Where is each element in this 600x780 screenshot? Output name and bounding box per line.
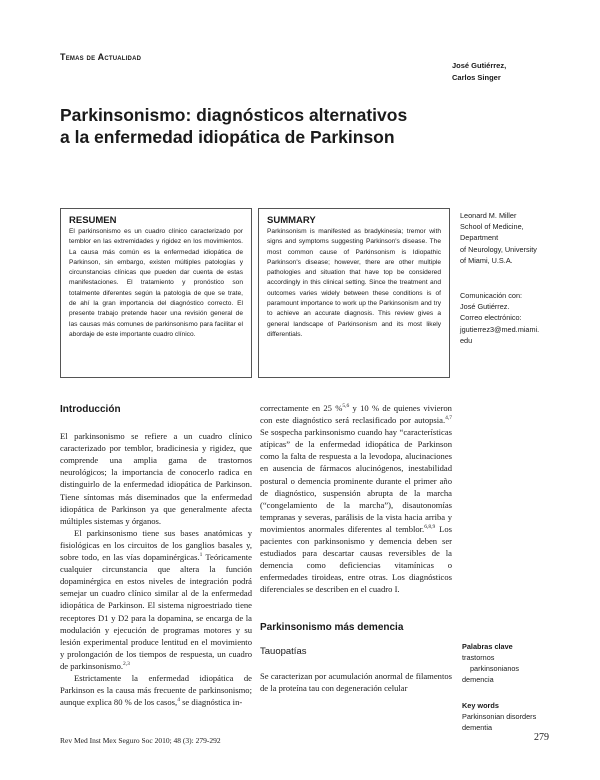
right-column xyxy=(260,402,452,694)
email-link-end[interactable]: edu xyxy=(460,335,473,345)
summary-box xyxy=(258,208,450,378)
keywords-es xyxy=(462,641,582,685)
affiliation-line: Department xyxy=(460,233,499,243)
intro-paragraph-3: Estrictamente la enfermedad idiopática de Parkinson es la causa más frecuente de parkinsonismo; aunque explica 80 % de los casos,$^4$ se diagnóstica in- xyxy=(60,672,252,708)
keywords-en xyxy=(462,700,582,733)
intro-paragraph-1: El parkinsonismo se refiere a un cuadro clínico caracterizado por temblor, bradicinesia y rigidez, que comprende una amplia gama de trastornos neurológicos; la importancia de conocerlo radica en distinguirlo de la enfermedad idiopática de Parkinson. Tiene síntomas más diseminados que la enfermedad idiopática de Parkinson ya que generalmente afecta múltiples sistemas y órganos. xyxy=(60,431,252,526)
correspondence-line: Correo electrónico: xyxy=(460,313,522,323)
email-link[interactable]: jgutierrez3@med.miami. xyxy=(460,324,540,334)
correspondence xyxy=(460,290,580,346)
body-paragraph: correctamente en 25 %$^{5,6}$ y 10 % de quienes vivieron con este diagnóstico será reclasificado por autopsia.$^{4,7}$ Se sospecha parkinsonismo cuando hay “características atípicas” de la enfermedad idiopática de Parkinson como la falta de respuesta a la levodopa, alucinaciones en ausencia de fármacos alucinógenos, inestabilidad postural o demencia prominente durante el primer año de diagnóstico, suspensión abrupta de la marcha (“congelamiento de la marcha”), disautonomías tempranas y severas, parálisis de la vista hacia arriba y movimientos anormales diferentes al temblor.$^{6,8,9}$ Los pacientes con parkinsonismo y demencia deben ser estudiados para descartar causas reversibles de la demencia como deficiencias vitamínicas o enfermedades tiroideas, entre otras. Los diagnósticos diferenciales se describen en el cuadro I. xyxy=(260,403,452,595)
authors xyxy=(452,60,506,84)
title-line-1: Parkinsonismo: diagnósticos alternativos xyxy=(60,105,408,125)
affiliation-line: School of Medicine, xyxy=(460,222,524,232)
citation-footer: Rev Med Inst Mex Seguro Soc 2010; 48 (3): 279-292 xyxy=(60,736,221,745)
tauopathies-subheading: Tauopatías xyxy=(260,645,307,657)
tauopathies-paragraph: Se caracterizan por acumulación anormal de filamentos de la proteína tau con degeneración celular xyxy=(260,670,452,693)
title-line-2: a la enfermedad idiopática de Parkinson xyxy=(60,127,395,147)
resumen-heading: RESUMEN xyxy=(69,215,117,226)
dementia-heading: Parkinsonismo más demencia xyxy=(260,621,404,633)
page-number: 279 xyxy=(534,732,549,743)
correspondence-line: Comunicación con: xyxy=(460,291,523,300)
summary-text: Parkinsonism is manifested as bradykinesia; tremor with signs and symptoms suggesting Parkinson's disease. The most common cause of Parkinsonism is Idiopathic Parkinson's disease; however, there are other multiple pathologies and situation that have top be considered accordingly in this clinical setting. Since the treatment and outcomes varies widely between these conditions is of paramount importance to work up the Parkinsonism and try to achieve an accurate diagnosis. This review gives a general landscape of Parkinsonism and its most likely differentials. xyxy=(267,228,441,338)
affiliation xyxy=(460,210,580,266)
correspondence-line: José Gutiérrez. xyxy=(460,302,510,312)
keyword: parkinsonianos xyxy=(470,664,520,673)
keyword: demencia xyxy=(462,675,494,684)
resumen-text: El parkinsonismo es un cuadro clínico caracterizado por temblor en las extremidades y rigidez en los movimientos. La causa más común es la enfermedad idiopática de Parkinson, sin embargo, existen múltiples patologías y circunstancias clínicas que pueden dar cuenta de estas manifestaciones. El tratamiento y pronóstico son totalmente diferentes según la patología de que se trate, de ahí la gran importancia del diagnóstico correcto. El presente trabajo pretende hacer una revisión general de las causas más comunes de parkinsonismo para facilitar el abordaje de este importante cuadro clínico. xyxy=(69,228,243,338)
author-1: José Gutiérrez, xyxy=(452,61,507,70)
section-label: Temas de Actualidad xyxy=(60,52,142,62)
keywords-en-heading: Key words xyxy=(462,701,499,710)
keywords-es-heading: Palabras clave xyxy=(462,642,513,651)
keyword: trastornos xyxy=(462,653,495,662)
affiliation-line: of Neurology, University xyxy=(460,244,537,254)
summary-heading: SUMMARY xyxy=(267,215,316,226)
intro-heading: Introducción xyxy=(60,404,121,415)
keyword: dementia xyxy=(462,723,493,732)
intro-paragraph-2: El parkinsonismo tiene sus bases anatómicas y fisiológicas en los circuitos de los ganglios basales y, sobre todo, en las vías dopaminérgicas.$^1$ Teóricamente cualquier circunstancia que altera la función dopaminérgica en estos niveles de integración podrá semejar un cuadro clínico similar al de la enfermedad idiopática de Parkinson. El sistema nigroestriado tiene receptores D1 y D2 para la dopamina, se encarga de la modulación y ejecución de programas motores y su lesión experimental produce lentitud en el movimiento y prolongación de los tiempos de respuesta, un cuadro de parkinsonismo.$^{2,3}$ xyxy=(60,527,252,671)
left-column xyxy=(60,404,252,708)
author-2: Carlos Singer xyxy=(452,73,501,82)
resumen-box xyxy=(60,208,252,378)
affiliation-line: Leonard M. Miller xyxy=(460,211,517,220)
keyword: Parkinsonian disorders xyxy=(462,712,537,721)
affiliation-line: of Miami, U.S.A. xyxy=(460,255,513,265)
article-title xyxy=(60,104,460,148)
